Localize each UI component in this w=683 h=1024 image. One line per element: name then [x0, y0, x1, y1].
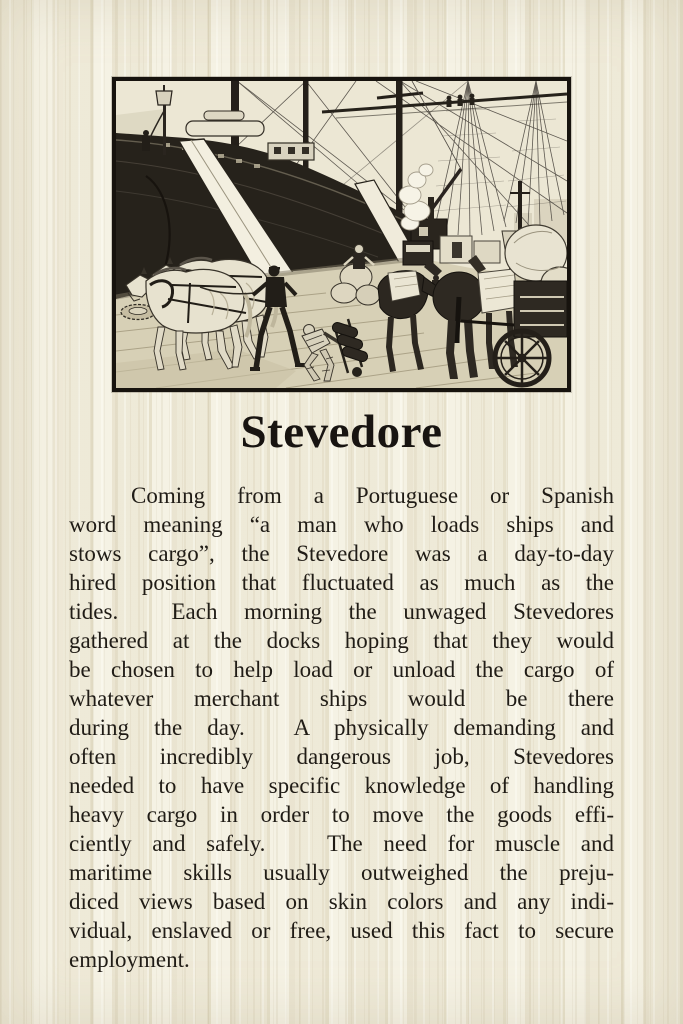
dock-engraving-frame: [112, 77, 571, 392]
text-line: stows cargo”, the Stevedore was a day-to-day: [69, 541, 614, 566]
text-line: during the day. A physically demanding and: [69, 715, 614, 740]
text-line: be chosen to help load or unload the cargo of: [69, 657, 614, 682]
text-line: heavy cargo in order to move the goods effi-: [69, 802, 614, 827]
text-line: employment.: [69, 947, 190, 972]
text-line: needed to have specific knowledge of handling: [69, 773, 614, 798]
text-line: word meaning “a man who loads ships and: [69, 512, 614, 537]
text-line: whatever merchant ships would be there: [69, 686, 614, 711]
text-line: tides. Each morning the unwaged Stevedores: [69, 599, 614, 624]
text-line: hired position that fluctuated as much as the: [69, 570, 614, 595]
text-line: maritime skills usually outweighed the preju-: [69, 860, 614, 885]
cart-wheel: [495, 331, 549, 385]
text-line: often incredibly dangerous job, Stevedores: [69, 744, 614, 769]
page-title: Stevedore: [240, 406, 443, 458]
text-line: vidual, enslaved or free, used this fact to secure: [69, 918, 614, 943]
text-line: diced views based on skin colors and any indi-: [69, 889, 614, 914]
article-text: [69, 481, 614, 974]
text-line: gathered at the docks hoping that they would: [69, 628, 614, 653]
text-line: Coming from a Portuguese or Spanish: [131, 483, 614, 508]
dock-engraving-image: [116, 81, 567, 388]
text-line: ciently and safely. The need for muscle and: [69, 831, 614, 856]
